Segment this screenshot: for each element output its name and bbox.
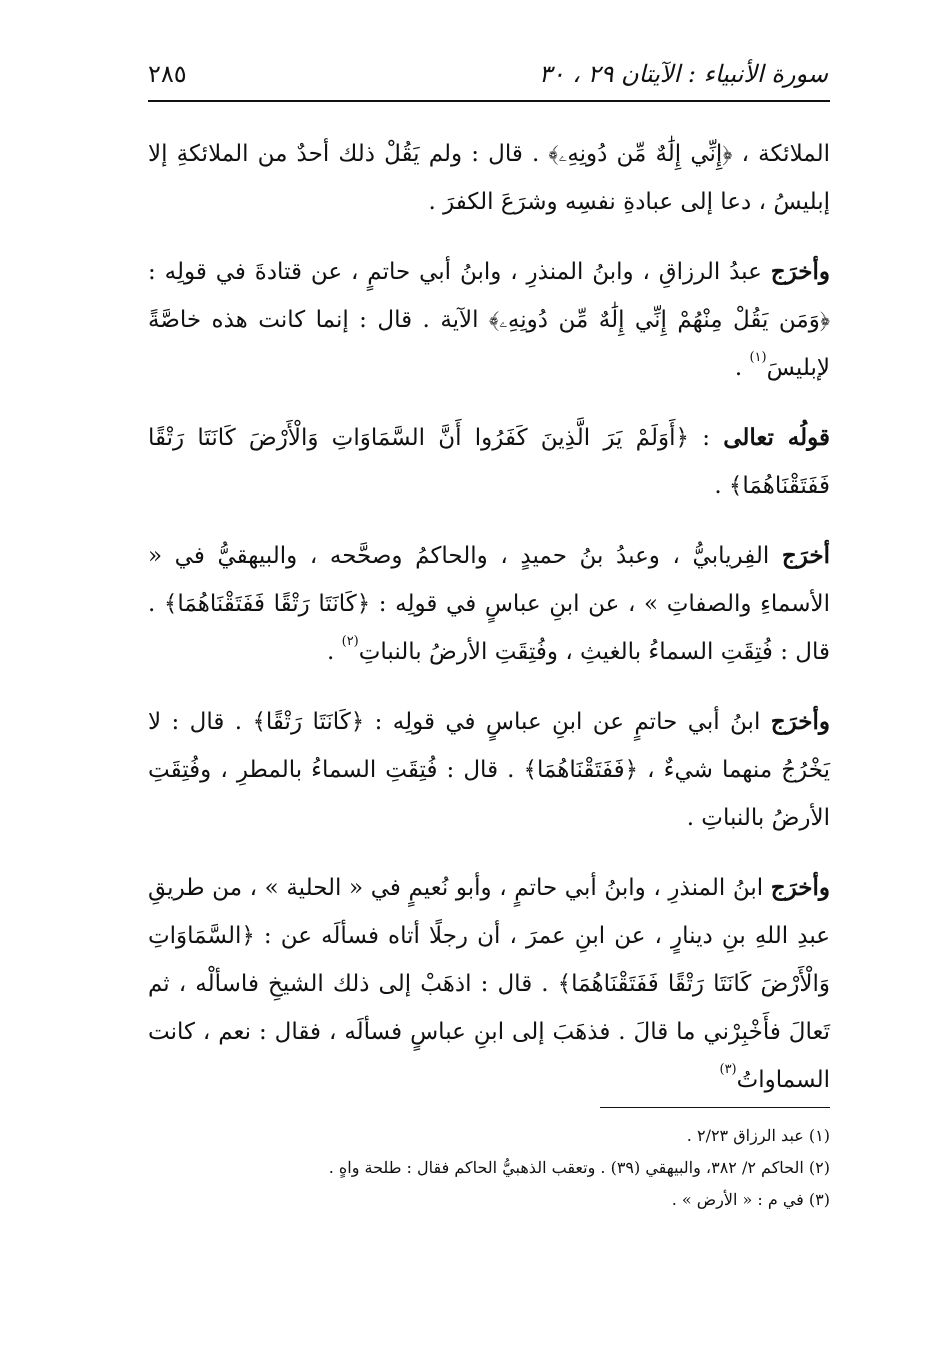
paragraph-tail: . xyxy=(326,639,342,665)
paragraph-lead: وأخرَج xyxy=(770,258,830,285)
footnote-1: (١) عبد الرزاق ٢/٢٣ . xyxy=(686,1126,830,1145)
paragraph-text: ابنُ المنذرِ ، وابنُ أبي حاتمٍ ، وأبو نُعيمٍ في « الحلية » ، من طريقِ عبدِ اللهِ بنِ دينارٍ ، عن ابنِ عمرَ ، أن رجلًا أتاه فسألَه عن : ﴿السَّمَاوَاتِ وَالْأَرْضَ كَانَتَا رَتْقًا فَفَتَقْنَاهُمَا﴾ . قال : اذهَبْ إلى ذلك الشيخِ فاسألْه ، ثم تَعالَ فأَخْبِرْني ما قالَ . فذهَبَ إلى ابنِ عباسٍ فسألَه ، فقال : نعم ، كانت السماواتُ xyxy=(148,875,830,1093)
paragraph-tail: . xyxy=(734,355,750,381)
paragraph-lead: وأخرَج xyxy=(770,874,830,901)
footnote-marker[interactable]: (١) xyxy=(749,350,767,365)
paragraph-lead: أخرَج xyxy=(781,542,830,569)
footnote-2: (٢) الحاكم ٢/ ٣٨٢، والبيهقي (٣٩) . وتعقب الذهبيُّ الحاكم فقال : طلحة واهٍ . xyxy=(328,1158,830,1177)
paragraph-text: الفِريابيُّ ، وعبدُ بنُ حميدٍ ، والحاكمُ وصحَّحه ، والبيهقيُّ في « الأسماءِ والصفاتِ » ، عن ابنِ عباسٍ في قولِه : ﴿كَانَتَا رَتْقًا فَفَتَقْنَاهُمَا﴾ . قال : فُتِقَتِ السماءُ بالغيثِ ، وفُتِقَتِ الأرضُ بالنباتِ xyxy=(148,543,830,665)
paragraph-text: ابنُ أبي حاتمٍ عن ابنِ عباسٍ في قولِه : ﴿كَانَتَا رَتْقًا﴾ . قال : لا يَخْرُجُ منهما شيءٌ ، ﴿فَفَتَقْنَاهُمَا﴾ . قال : فُتِقَتِ السماءُ بالمطرِ ، وفُتِقَتِ الأرضُ بالنباتِ . xyxy=(148,709,830,831)
paragraph-text: : ﴿أَوَلَمْ يَرَ الَّذِينَ كَفَرُوا أَنَّ السَّمَاوَاتِ وَالْأَرْضَ كَانَتَا رَتْقًا فَفَتَقْنَاهُمَا﴾ . xyxy=(148,425,830,499)
footnote-marker[interactable]: (٢) xyxy=(341,634,359,649)
page-header xyxy=(148,52,828,96)
paragraph xyxy=(148,532,830,676)
paragraph xyxy=(148,414,830,510)
page-body xyxy=(148,130,830,1126)
paragraph xyxy=(148,698,830,842)
page-number: ٢٨٥ xyxy=(148,60,187,88)
paragraph-lead: قولُه تعالى xyxy=(723,424,831,451)
footnotes xyxy=(148,1120,830,1216)
paragraph xyxy=(148,130,830,226)
paragraph-lead: وأخرَج xyxy=(770,708,830,735)
running-title: سورة الأنبياء : الآيتان ٢٩ ، ٣٠ xyxy=(538,60,828,88)
footnote-3: (٣) في م : « الأرض » . xyxy=(671,1190,830,1209)
paragraph xyxy=(148,864,830,1104)
paragraph-text: الملائكة ، ﴿إِنِّي إِلَٰهٌ مِّن دُونِهِۦ﴾ . قال : ولم يَقُلْ ذلك أحدٌ من الملائكةِ إلا إبليسُ ، دعا إلى عبادةِ نفسِه وشرَعَ الكفرَ . xyxy=(148,141,830,215)
footnote-rule xyxy=(600,1107,830,1108)
paragraph xyxy=(148,248,830,392)
header-rule xyxy=(148,100,830,102)
paragraph-text: عبدُ الرزاقِ ، وابنُ المنذرِ ، وابنُ أبي حاتمٍ ، عن قتادةَ في قولِه : ﴿وَمَن يَقُلْ مِنْهُمْ إِنِّي إِلَٰهٌ مِّن دُونِهِۦ﴾ الآية . قال : إنما كانت هذه خاصَّةً لإبليسَ xyxy=(148,259,830,381)
footnote-marker[interactable]: (٣) xyxy=(719,1062,737,1077)
